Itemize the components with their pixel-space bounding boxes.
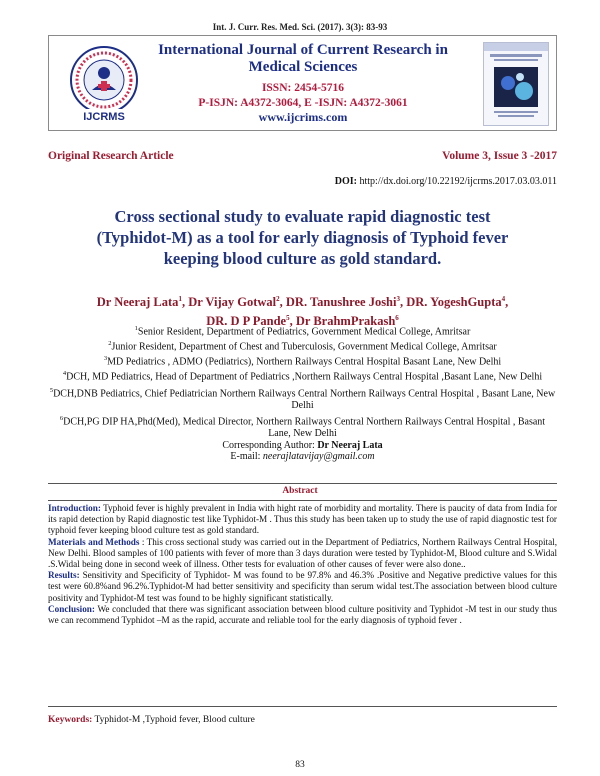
author-sup: 6 [395,314,399,323]
keywords-text: Typhidot-M ,Typhoid fever, Blood culture [92,715,255,725]
abstract-section-results [48,570,557,604]
section-text: Typhoid fever is highly prevalent in India with hight rate of morbidity and mortality. There is paucity of data from India for its rapid detection by Rapid diagnostic test like Typhidot-M . Thus this study has been taken up to study the use of rapid diagnostic test for typhoid fever keeping blood culture test as gold standard. [48,503,557,536]
affiliation-text: DCH,DNB Pediatrics, Chief Pediatrician Northern Railways Central Northern Railways Central Hospital , Basant Lane, New Delhi [53,388,556,411]
affiliation-sup: 1 [134,325,138,332]
journal-issn: ISSN: 2454-5716 [261,82,345,94]
author-name: DR. Tanushree Joshi [285,295,397,310]
affiliation-text: DCH, MD Pediatrics, Head of Department of Pediatrics ,Northern Railways Central Hospital ,Basant Lane, New Delhi [66,371,543,383]
page-number: 83 [295,760,305,770]
author-name: Dr Neeraj Lata [96,295,179,310]
doi-link[interactable]: http://dx.doi.org/10.22192/ijcrms.2017.03.03.011 [359,176,557,187]
abstract-heading-rule [48,500,557,501]
corresponding-name: Dr Neeraj Lata [317,439,383,451]
article-meta-row [48,150,557,164]
author-name: DR. YogeshGupta [406,295,502,310]
doi-line [335,176,557,187]
section-label: Introduction: [48,503,101,513]
journal-title-line2: Medical Sciences [248,59,358,75]
author-sep: , [399,295,407,310]
affiliation-sup: 3 [103,354,108,362]
article-type: Original Research Article [48,150,174,162]
author-sep: , [181,295,189,310]
abstract-section-introduction [48,503,557,537]
running-head: Int. J. Curr. Res. Med. Sci. (2017). 3(3): 83-93 [212,22,388,32]
author-sup: 3 [396,295,400,303]
affiliation-item [48,368,557,383]
abstract-section-methods [48,537,557,571]
abstract-heading: Abstract [282,486,318,496]
affiliation-text: MD Pediatrics , ADMO (Pediatrics), Northern Railways Central Hospital Basant Lane, New Delhi [107,356,502,368]
affiliation-item [48,323,557,338]
section-text: : This cross sectional study was carried out in the Department of Pediatrics, Northern Railways Central Hospital, New Delhi. Blood samples of 100 patients with fever of more than 3 days duration were tested by Typhidot-M, Blood culture and S.Widal .S.Widal being done in second week of illness. Other tests for evaluation of other causes of fever were also done.. [48,536,557,570]
affiliation-sup: 6 [59,415,64,423]
affiliations [48,323,557,463]
volume-issue: Volume 3, Issue 3 -2017 [442,150,557,162]
journal-isjn: P-ISJN: A4372-3064, E -ISJN: A4372-3061 [198,97,408,109]
abstract-bottom-rule [48,706,557,707]
affiliation-item [48,338,557,353]
affiliation-item [48,413,557,440]
section-label: Results: [48,570,80,581]
author-sep: , [505,295,509,310]
author-sep: , [279,295,286,310]
section-text: Sensitivity and Specificity of Typhidot- M was found to be 97.8% and 46.3% .Positive and Negative predictive values for this test were 60.8%and 96.2%.Typhidot-M had better sensitivity and specificity than serum widal test.The association between blood culture positivity and Typhidot-M test was found to be highly significant statistically. [48,570,557,603]
abstract-section-conclusion [48,604,557,626]
abstract-body [48,503,557,626]
article-title [48,206,557,269]
keywords [48,715,557,725]
title-line1: Cross sectional study to evaluate rapid diagnostic test [114,207,491,226]
doi-label: DOI: [334,176,357,187]
author-sup: 2 [276,295,280,303]
logo-text: IJCRMS [83,111,125,123]
affiliation-sup: 2 [108,339,112,347]
affiliation-text: Senior Resident, Department of Pediatrics, Government Medical College, Amritsar [137,326,471,338]
title-line3: keeping blood culture as gold standard. [163,249,442,268]
journal-info [153,42,453,125]
author-sup: 1 [178,295,182,303]
corresponding-author [48,440,557,452]
keywords-label: Keywords: [48,715,93,725]
email-link[interactable]: neerajlatavijay@gmail.com [262,451,375,463]
journal-cover-thumbnail [483,42,549,126]
email-label: E-mail: [230,451,263,463]
author-name: Dr BrahmPrakash [295,314,396,329]
section-label: Conclusion: [48,603,95,614]
corresponding-label: Corresponding Author: [222,439,318,451]
author-sup: 4 [501,295,506,303]
journal-logo [67,43,141,125]
affiliation-text: DCH,PG DIP HA,Phd(Med), Medical Director, Northern Railways Central Northern Railways Central Hospital , Basant Lane, New Delhi [63,416,546,440]
corresponding-email [48,451,557,463]
affiliation-sup: 4 [62,369,67,377]
author-sup: 5 [286,314,290,323]
section-label: Materials and Methods [48,536,140,547]
affiliation-item [48,385,557,412]
title-line2: (Typhidot-M) as a tool for early diagnosis of Typhoid fever [96,228,509,247]
author-sep: , [289,314,296,329]
journal-masthead [48,35,557,131]
affiliation-sup: 5 [49,386,54,394]
affiliation-item [48,353,557,368]
abstract-top-rule [48,483,557,484]
section-text: We concluded that there was significant association between blood culture positivity and Typhidot -M test in our study thus we can recommend Typhidot –M as the rapid, accurate and reliable tool for the early diagnosis of typhoid fever . [48,603,557,626]
author-name: Dr Vijay Gotwal [188,295,277,310]
author-name: DR. D P Pande [206,314,287,329]
journal-website[interactable]: www.ijcrims.com [258,110,348,124]
affiliation-text: Junior Resident, Department of Chest and Tuberculosis, Government Medical College, Amritsar [111,341,497,353]
journal-title-line1: International Journal of Current Research in [158,42,448,58]
